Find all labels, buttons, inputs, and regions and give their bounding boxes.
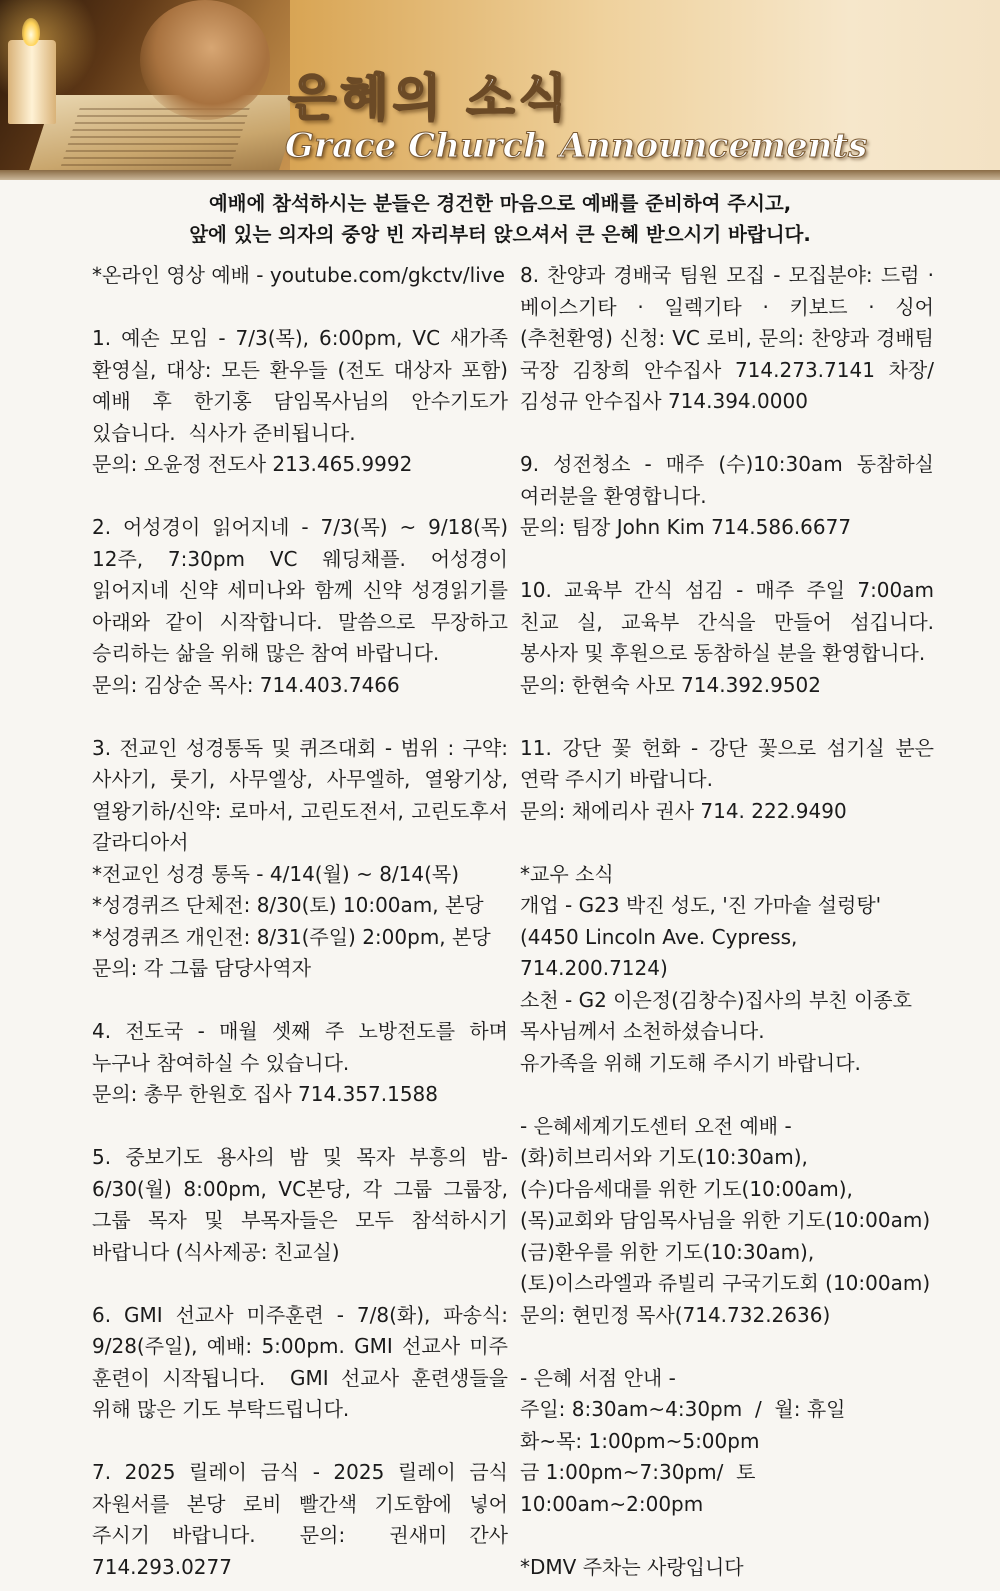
notice-line-1: 예배에 참석하시는 분들은 경건한 마음으로 예배를 준비하여 주시고, [208,192,792,215]
announcement-5-body: 5. 중보기도 용사의 밤 및 목자 부흥의 밤- 6/30(월) 8:00pm, VC본당, 각 그룹 그룹장, 그룹 목자 및 부목자들은 모두 참석하시기 바랍니다 (식사제공: 친교실) [92,1145,515,1264]
announcement-2-contact: 문의: 김상순 목사: 714.403.7466 [92,672,400,697]
bookstore-hours-3: 금 1:00pm~7:30pm/ 토 10:00am~2:00pm [520,1460,762,1516]
member-news-line-5: 유가족을 위해 기도해 주시기 바랍니다. [520,1050,861,1075]
announcement-3-line-3: *성경퀴즈 개인전: 8/31(주일) 2:00pm, 본당 [92,924,491,949]
announcement-10-contact: 문의: 한현숙 사모 714.392.9502 [520,672,822,697]
announcement-8-body: 8. 찬양과 경배국 팀원 모집 - 모집분야: 드럼 · 베이스기타 · 일렉기타 · 키보드 · 싱어(추천환영) 신청: VC 로비, 문의: 찬양과 경배팀 국장 김창희 안수집사 714.273.7141 차장/김성규 안수집사 714.394.0000 [520,263,941,413]
bookstore-heading: - 은혜 서점 안내 - [520,1365,676,1390]
announcement-9-contact: 문의: 팀장 John Kim 714.586.6677 [520,515,852,539]
prayer-center-line-1: (화)히브리서와 기도(10:30am), [520,1145,808,1169]
member-news-line-2: (4450 Lincoln Ave. Cypress, 714.200.7124) [520,924,804,980]
prayer-center-contact: 문의: 현민정 목사(714.732.2636) [520,1302,831,1327]
prayer-center-line-3: (목)교회와 담임목사님을 위한 기도(10:00am) [520,1208,931,1232]
praying-hands [140,0,270,120]
announcement-1-body: 1. 예손 모임 - 7/3(목), 6:00pm, VC 새가족 환영실, 대상: 모든 환우들 (전도 대상자 포함) 예배 후 한기홍 담임목사님의 안수기도가 있습니다. 식사가 준비됩니다. [92,326,515,445]
page-subtitle: Grace Church Announcements [285,126,868,166]
announcement-4-body: 4. 전도국 - 매월 셋째 주 노방전도를 하며 누구나 참여하실 수 있습니다. [92,1019,515,1075]
announcement-3-line-2: *성경퀴즈 단체전: 8/30(토) 10:00am, 본당 [92,893,484,917]
announcement-3-line-1: *전교인 성경 통독 - 4/14(월) ~ 8/14(목) [92,861,460,886]
announcement-6-body: 6. GMI 선교사 미주훈련 - 7/8(화), 파송식: 9/28(주일), 예배: 5:00pm. GMI 선교사 미주 훈련이 시작됩니다. GMI 선교사 훈련생들을 위해 많은 기도 부탁드립니다. [92,1302,515,1421]
announcement-11-contact: 문의: 채에리사 권사 714. 222.9490 [520,798,847,823]
right-column [520,260,941,1583]
dmv-parking-note: *DMV 주차는 사랑입니다 [520,1554,744,1579]
bookstore-hours-1: 주일: 8:30am~4:30pm / 월: 휴일 [520,1397,846,1421]
online-worship: *온라인 영상 예배 - youtube.com/gkctv/live [92,263,505,287]
member-news-line-3: 소천 - G2 이은정(김창수)집사의 부친 이종호 [520,987,912,1012]
header-banner [0,0,1000,178]
candle-bible-photo [0,0,290,178]
announcement-9-body: 9. 성전청소 - 매주 (수)10:30am 동참하실 여러분을 환영합니다. [520,452,941,508]
candle [8,40,56,124]
announcement-7-body: 7. 2025 릴레이 금식 - 2025 릴레이 금식 자원서를 본당 로비 빨간색 기도함에 넣어 주시기 바랍니다. 문의: 권새미 간사 714.293.0277 [92,1460,515,1579]
member-news-heading: *교우 소식 [520,861,614,886]
prayer-center-heading: - 은혜세계기도센터 오전 예배 - [520,1113,792,1138]
prayer-center-line-2: (수)다음세대를 위한 기도(10:00am), [520,1176,853,1201]
member-news-line-4: 목사님께서 소천하셨습니다. [520,1019,765,1043]
header-divider [0,170,1000,180]
page-title: 은혜의 소식 [288,69,571,127]
announcement-3-body: 3. 전교인 성경통독 및 퀴즈대회 - 범위 : 구약: 사사기, 룻기, 사무엘상, 사무엘하, 열왕기상, 열왕기하/신약: 로마서, 고린도전서, 고린도후서 갈라디아서 [92,735,515,854]
announcement-10-body: 10. 교육부 간식 섬김 - 매주 주일 7:00am 친교 실, 교육부 간식을 만들어 섬깁니다. 봉사자 및 후원으로 동참하실 분을 환영합니다. [520,578,941,665]
worship-notice [0,188,1000,250]
announcement-1-contact: 문의: 오윤정 전도사 213.465.9992 [92,452,413,476]
left-column [92,260,515,1583]
announcement-11-body: 11. 강단 꽃 헌화 - 강단 꽃으로 섬기실 분은 연락 주시기 바랍니다. [520,735,941,791]
member-news-line-1: 개업 - G23 박진 성도, '진 가마솥 설렁탕' [520,893,882,917]
candle-flame-icon [22,18,40,46]
announcement-2-body: 2. 어성경이 읽어지네 - 7/3(목) ~ 9/18(목) 12주, 7:30pm VC 웨딩채플. 어성경이 읽어지네 신약 세미나와 함께 신약 성경읽기를 아래와 같이 시작합니다. 말씀으로 무장하고 승리하는 삶을 위해 많은 참여 바랍니다. [92,515,515,665]
notice-line-2: 앞에 있는 의자의 중앙 빈 자리부터 앉으셔서 큰 은혜 받으시기 바랍니다. [189,223,811,246]
prayer-center-line-5: (토)이스라엘과 쥬빌리 구국기도회 (10:00am) [520,1271,931,1295]
announcement-3-contact: 문의: 각 그룹 담당사역자 [92,956,312,980]
announcement-4-contact: 문의: 총무 한원호 집사 714.357.1588 [92,1082,439,1106]
bookstore-hours-2: 화~목: 1:00pm~5:00pm [520,1428,760,1453]
prayer-center-line-4: (금)환우를 위한 기도(10:30am), [520,1239,815,1264]
